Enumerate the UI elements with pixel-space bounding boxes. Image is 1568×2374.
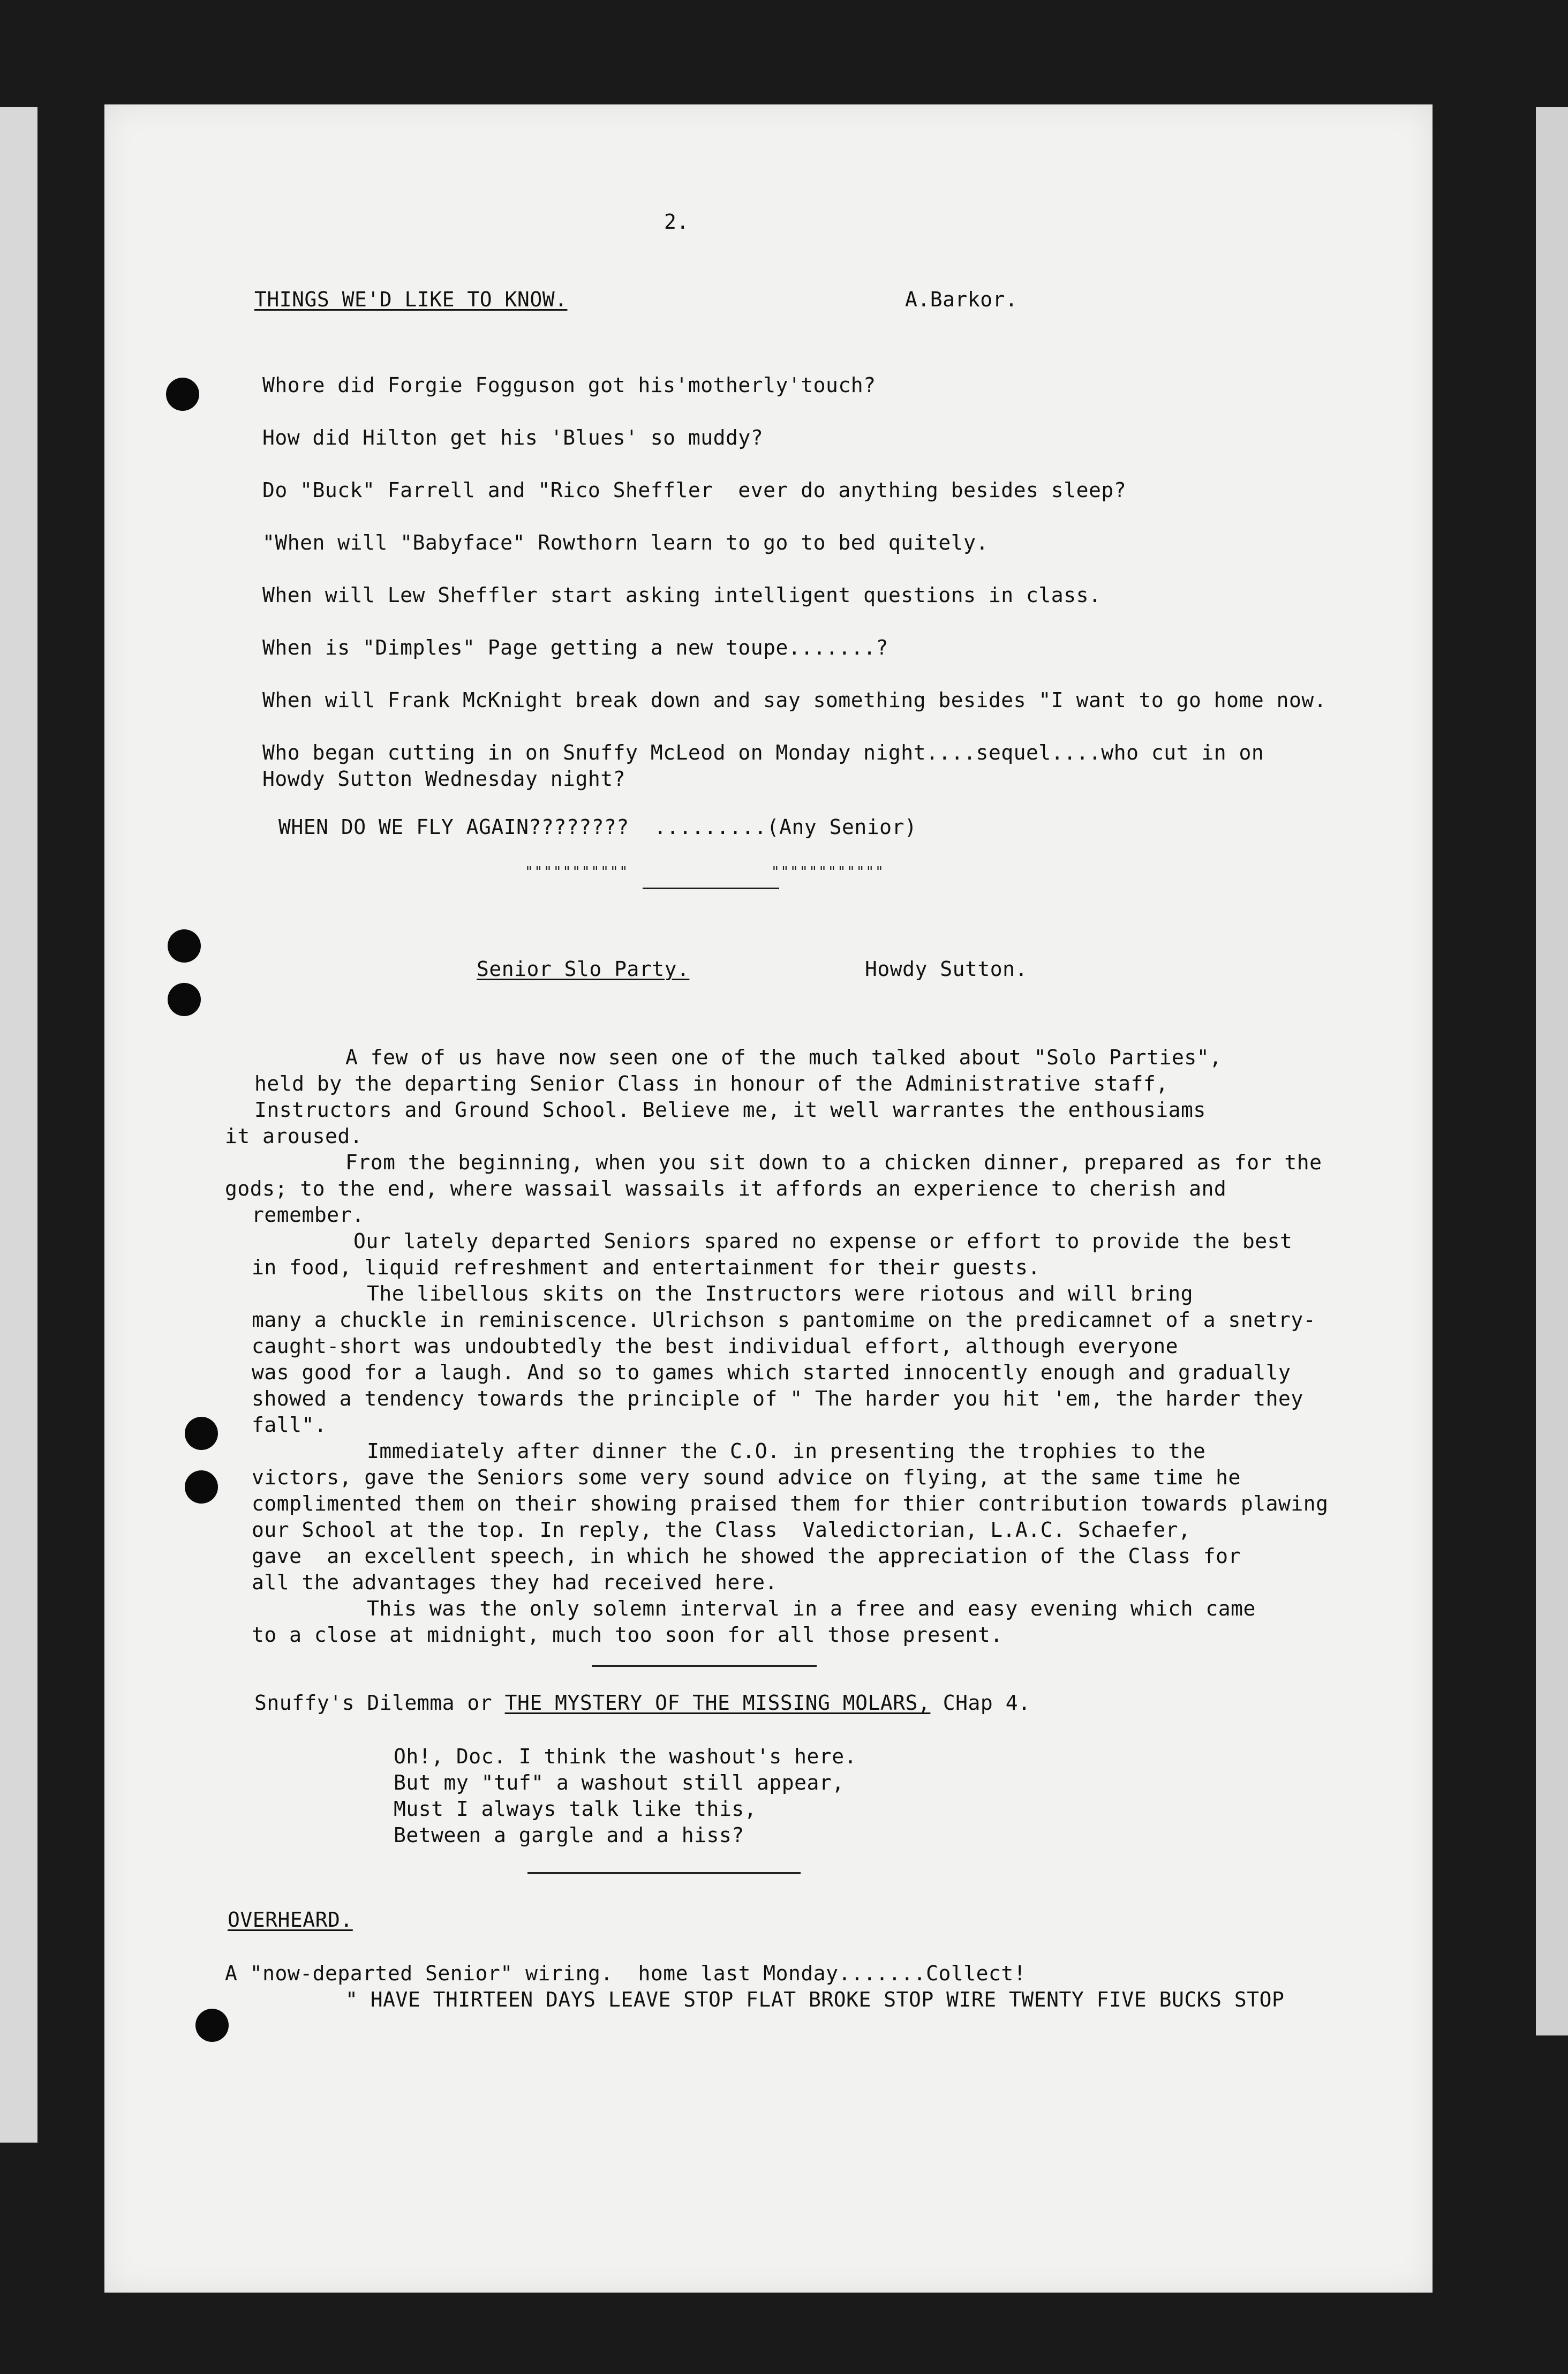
body-line: From the beginning, when you sit down to a chicken dinner, prepared as for the <box>345 1151 1322 1174</box>
question-line: Whore did Forgie Fogguson got his'motherly'touch? <box>262 373 876 397</box>
separator-marks: """"""""""" <box>525 864 629 880</box>
adjacent-page-left-edge <box>0 107 37 2143</box>
section-title-solo-party: Senior Slo Party. <box>477 957 690 981</box>
body-line: to a close at midnight, much too soon for all those present. <box>252 1623 1003 1647</box>
poem-title-suffix: CHap 4. <box>930 1691 1031 1715</box>
poem-title <box>254 1690 1030 1716</box>
body-line: Immediately after dinner the C.O. in presenting the trophies to the <box>367 1439 1206 1463</box>
poem-line: Must I always talk like this, <box>394 1797 757 1821</box>
body-line: Instructors and Ground School. Believe me, it well warrantes the enthousiams <box>254 1098 1206 1122</box>
section-title-things: THINGS WE'D LIKE TO KNOW. <box>254 288 568 311</box>
body-line: our School at the top. In reply, the Class Valedictorian, L.A.C. Schaefer, <box>252 1518 1191 1542</box>
body-line: A few of us have now seen one of the much talked about "Solo Parties", <box>345 1046 1222 1069</box>
poem-line: Between a gargle and a hiss? <box>394 1823 744 1847</box>
body-line: remember. <box>252 1203 365 1227</box>
separator-marks: """""""""""" <box>771 864 885 880</box>
body-line: gave an excellent speech, in which he showed the appreciation of the Class for <box>252 1544 1241 1568</box>
divider-line <box>643 888 779 889</box>
punch-hole <box>195 2009 229 2042</box>
punch-hole <box>185 1417 218 1450</box>
body-line: Our lately departed Seniors spared no expense or effort to provide the best <box>353 1229 1293 1253</box>
question-line: Do "Buck" Farrell and "Rico Sheffler ever do anything besides sleep? <box>262 478 1127 502</box>
section-author-sutton: Howdy Sutton. <box>865 957 1028 981</box>
section-title-overheard: OVERHEARD. <box>228 1908 353 1932</box>
body-line: showed a tendency towards the principle of " The harder you hit 'em, the harder they <box>252 1387 1303 1410</box>
question-line: When is "Dimples" Page getting a new toupe.......? <box>262 636 888 659</box>
body-line: fall". <box>252 1413 327 1437</box>
poem-line: Oh!, Doc. I think the washout's here. <box>394 1745 857 1768</box>
divider-line <box>592 1665 817 1667</box>
body-line: victors, gave the Seniors some very sound advice on flying, at the same time he <box>252 1466 1241 1489</box>
body-line: in food, liquid refreshment and entertainment for their guests. <box>252 1256 1041 1279</box>
punch-hole <box>166 378 199 411</box>
question-line: Howdy Sutton Wednesday night? <box>262 767 625 791</box>
overheard-telegram: " HAVE THIRTEEN DAYS LEAVE STOP FLAT BROKE STOP WIRE TWENTY FIVE BUCKS STOP <box>345 1988 1285 2011</box>
question-line: How did Hilton get his 'Blues' so muddy? <box>262 426 764 449</box>
poem-title-underlined: THE MYSTERY OF THE MISSING MOLARS, <box>504 1691 931 1715</box>
punch-hole <box>168 929 201 963</box>
body-line: held by the departing Senior Class in honour of the Administrative staff, <box>254 1072 1169 1095</box>
divider-line <box>527 1872 801 1874</box>
page-number: 2. <box>664 210 689 234</box>
punch-hole <box>185 1470 218 1504</box>
poem-line: But my "tuf" a washout still appear, <box>394 1771 845 1794</box>
section-author-barker: A.Barkor. <box>905 288 1018 311</box>
body-line: many a chuckle in reminiscence. Ulrichson s pantomime on the predicamnet of a snetry- <box>252 1308 1316 1332</box>
overheard-line: A "now-departed Senior" wiring. home last Monday.......Collect! <box>225 1962 1027 1985</box>
body-line: caught-short was undoubtedly the best individual effort, although everyone <box>252 1334 1178 1358</box>
body-line: was good for a laugh. And so to games which started innocently enough and gradually <box>252 1361 1291 1384</box>
question-line: Who began cutting in on Snuffy McLeod on Monday night....sequel....who cut in on <box>262 741 1264 764</box>
body-line: This was the only solemn interval in a free and easy evening which came <box>367 1597 1256 1620</box>
closing-line: WHEN DO WE FLY AGAIN???????? .........(Any Senior) <box>278 815 917 839</box>
question-line: When will Lew Sheffler start asking intelligent questions in class. <box>262 583 1102 607</box>
question-line: When will Frank McKnight break down and say something besides "I want to go home now. <box>262 688 1327 712</box>
adjacent-page-right-edge <box>1536 107 1568 2035</box>
question-line: "When will "Babyface" Rowthorn learn to go to bed quitely. <box>262 531 989 554</box>
body-line: gods; to the end, where wassail wassails it affords an experience to cherish and <box>225 1177 1227 1200</box>
body-line: it aroused. <box>225 1124 363 1148</box>
body-line: all the advantages they had received here. <box>252 1571 778 1594</box>
punch-hole <box>168 983 201 1016</box>
poem-title-prefix: Snuffy's Dilemma or <box>254 1691 505 1715</box>
body-line: The libellous skits on the Instructors were riotous and will bring <box>367 1282 1193 1305</box>
document-page <box>104 104 1433 2293</box>
body-line: complimented them on their showing praised them for thier contribution towards plawing <box>252 1492 1329 1515</box>
